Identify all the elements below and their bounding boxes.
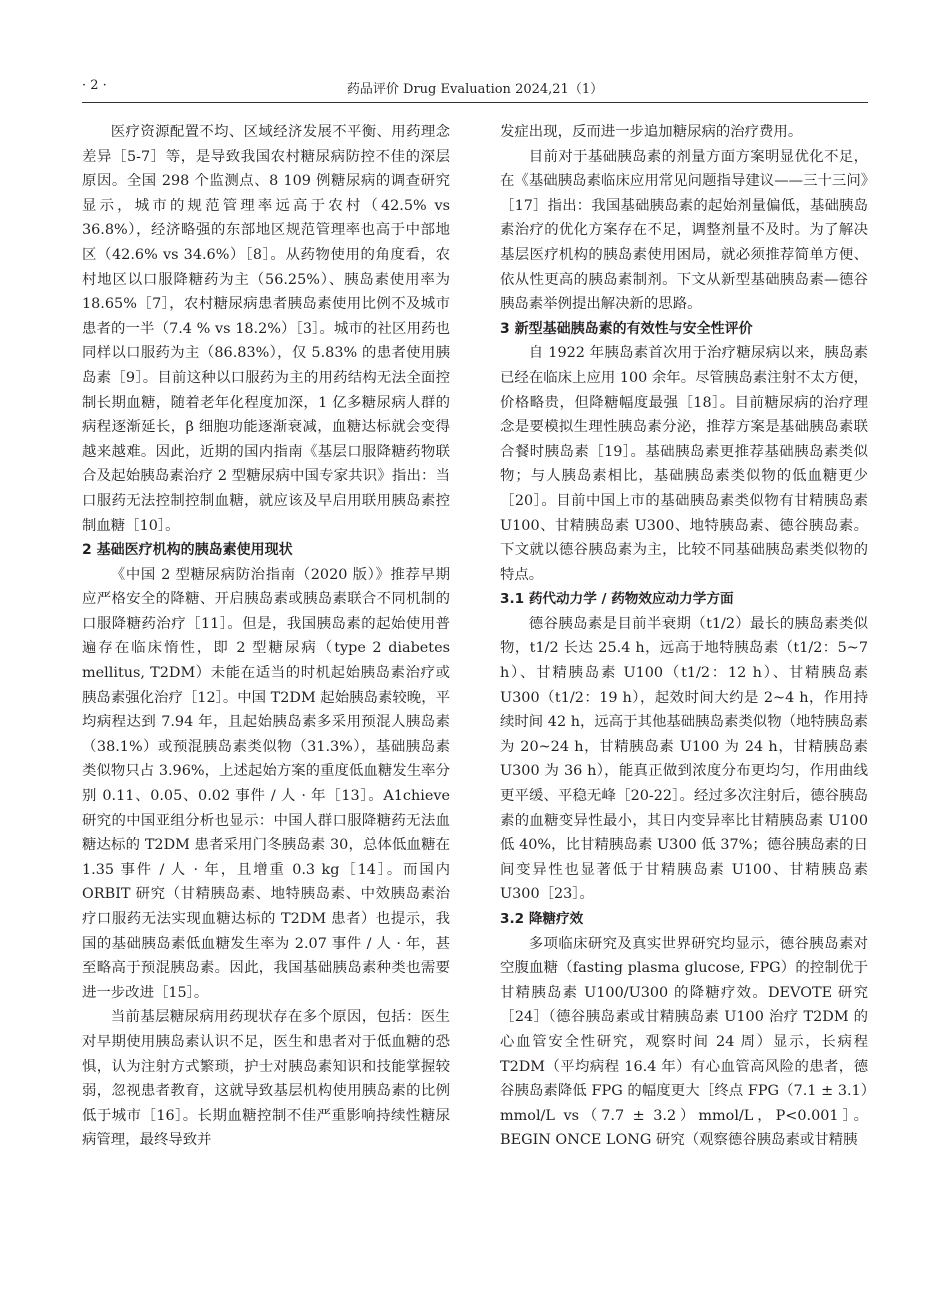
- paragraph: 医疗资源配置不均、区域经济发展不平衡、用药理念差异［5-7］等，是导致我国农村糖尿病防控不佳的深层原因。全国 298 个监测点、8 109 例糖尿病的调查研究显示，城市的规范管理率远高于农村（42.5% vs 36.8%），经济略强的东部地区规范管理率也高于中部地区（42.6% vs 34.6%）［8］。从药物使用的角度看，农村地区以口服降糖药为主（56.25%）、胰岛素使用率为 18.65%［7］，农村糖尿病患者胰岛素使用比例不及城市患者的一半（7.4 % vs 18.2%）［3］。城市的社区用药也同样以口服药为主（86.83%），仅 5.83% 的患者使用胰岛素［9］。目前这种以口服药为主的用药结构无法全面控制长期血糖，随着老年化程度加深，1 亿多糖尿病人群的病程逐渐延长，β 细胞功能逐渐衰减，血糖达标就会变得越来越难。因此，近期的国内指南《基层口服降糖药物联合及起始胰岛素治疗 2 型糖尿病中国专家共识》指出：当口服药无法控制控制血糖，就应该及早启用联用胰岛素控制血糖［10］。: [82, 124, 450, 534]
- page-number: · 2 ·: [82, 78, 107, 93]
- paragraph: 当前基层糖尿病用药现状存在多个原因，包括：医生对早期使用胰岛素认识不足，医生和患者对于低血糖的恐惧，认为注射方式繁琐，护士对胰岛素知识和技能掌握较弱，忽视患者教育，这就导致基层机构使用胰岛素的比例低于城市［16］。长期血糖控制不佳严重影响持续性糖尿病管理，最终导致并: [82, 1009, 450, 1149]
- subsection-heading: 3.2 降糖疗效: [500, 911, 584, 927]
- section-heading: 3 新型基础胰岛素的有效性与安全性评价: [500, 320, 753, 337]
- subsection-heading: 3.1 药代动力学 / 药物效应动力学方面: [500, 591, 734, 608]
- paragraph: 多项临床研究及真实世界研究均显示，德谷胰岛素对空腹血糖（fasting plasma glucose, FPG）的控制优于甘精胰岛素 U100/U300 的降糖疗效。DEVOTE 研究［24］（德谷胰岛素或甘精胰岛素 U100 治疗 T2DM 的心血管安全性研究，观察时间 24 周）显示，长病程 T2DM（平均病程 16.4 年）有心血管高风险的患者，德谷胰岛素降低 FPG 的幅度更大［终点 FPG（7.1 ± 3.1）mmol/L vs（7.7 ± 3.2）mmol/L，P<0.001］。BEGIN ONCE LONG 研究（观察德谷胰岛素或甘精胰: [500, 935, 868, 1149]
- paragraph: 《中国 2 型糖尿病防治指南（2020 版）》推荐早期应严格安全的降糖、开启胰岛素或胰岛素联合不同机制的口服降糖药治疗［11］。但是，我国胰岛素的起始使用普遍存在临床惰性，即 2 型糖尿病（type 2 diabetes mellitus, T2DM）未能在适当的时机起始胰岛素治疗或胰岛素强化治疗［12］。中国 T2DM 起始胰岛素较晚，平均病程达到 7.94 年，且起始胰岛素多采用预混人胰岛素（38.1%）或预混胰岛素类似物（31.3%），基础胰岛素类似物只占 3.96%，上述起始方案的重度低血糖发生率分别 0.11、0.05、0.02 事件 / 人 · 年［13］。A1chieve 研究的中国亚组分析也显示：中国人群口服降糖药无法血糖达标的 T2DM 患者采用门冬胰岛素 30，总体低血糖在 1.35 事件 / 人 · 年，且增重 0.3 kg［14］。而国内 ORBIT 研究（甘精胰岛素、地特胰岛素、中效胰岛素治疗口服药无法实现血糖达标的 T2DM 患者）也提示，我国的基础胰岛素低血糖发生率为 2.07 事件 / 人 · 年，甚至略高于预混胰岛素。因此，我国基础胰岛素种类也需要进一步改进［15］。: [82, 566, 450, 1001]
- section-heading: 2 基础医疗机构的胰岛素使用现状: [82, 542, 293, 559]
- left-column: [82, 120, 450, 1153]
- paragraph: 目前对于基础胰岛素的剂量方面方案明显优化不足，在《基础胰岛素临床应用常见问题指导建议——三十三问》［17］指出：我国基础胰岛素的起始剂量偏低，基础胰岛素治疗的优化方案存在不足，调整剂量不及时。为了解决基层医疗机构的胰岛素使用困局，就必须推荐简单方便、依从性更高的胰岛素制剂。下文从新型基础胰岛素—德谷胰岛素举例提出解决新的思路。: [500, 148, 868, 313]
- right-column: [500, 120, 868, 1153]
- paragraph-continued: 发症出现，反而进一步追加糖尿病的治疗费用。: [500, 124, 803, 140]
- paragraph: 自 1922 年胰岛素首次用于治疗糖尿病以来，胰岛素已经在临床上应用 100 余年。尽管胰岛素注射不太方便，价格略贵，但降糖幅度最强［18］。目前糖尿病的治疗理念是要模拟生理性胰岛素分泌，推荐方案是基础胰岛素联合餐时胰岛素［19］。基础胰岛素更推荐基础胰岛素类似物；与人胰岛素相比，基础胰岛素类似物的低血糖更少［20］。目前中国上市的基础胰岛素类似物有甘精胰岛素 U100、甘精胰岛素 U300、地特胰岛素、德谷胰岛素。下文就以德谷胰岛素为主，比较不同基础胰岛素类似物的特点。: [500, 345, 868, 583]
- paragraph: 德谷胰岛素是目前半衰期（t1/2）最长的胰岛素类似物，t1/2 长达 25.4 h，远高于地特胰岛素（t1/2：5~7 h）、甘精胰岛素 U100（t1/2：12 h）、甘精胰岛素 U300（t1/2：19 h），起效时间大约是 2~4 h，作用持续时间 42 h，远高于其他基础胰岛素类似物（地特胰岛素为 20~24 h，甘精胰岛素 U100 为 24 h，甘精胰岛素 U300 为 36 h），能真正做到浓度分布更均匀，作用曲线更平缓、平稳无峰［20-22］。经过多次注射后，德谷胰岛素的血糖变异性最小，其日内变异率比甘精胰岛素 U100 低 40%，比甘精胰岛素 U300 低 37%；德谷胰岛素的日间变异性也显著低于甘精胰岛素 U100、甘精胰岛素 U300［23］。: [500, 615, 868, 903]
- journal-title: 药品评价 Drug Evaluation 2024,21（1）: [346, 82, 604, 97]
- running-header: [82, 68, 868, 103]
